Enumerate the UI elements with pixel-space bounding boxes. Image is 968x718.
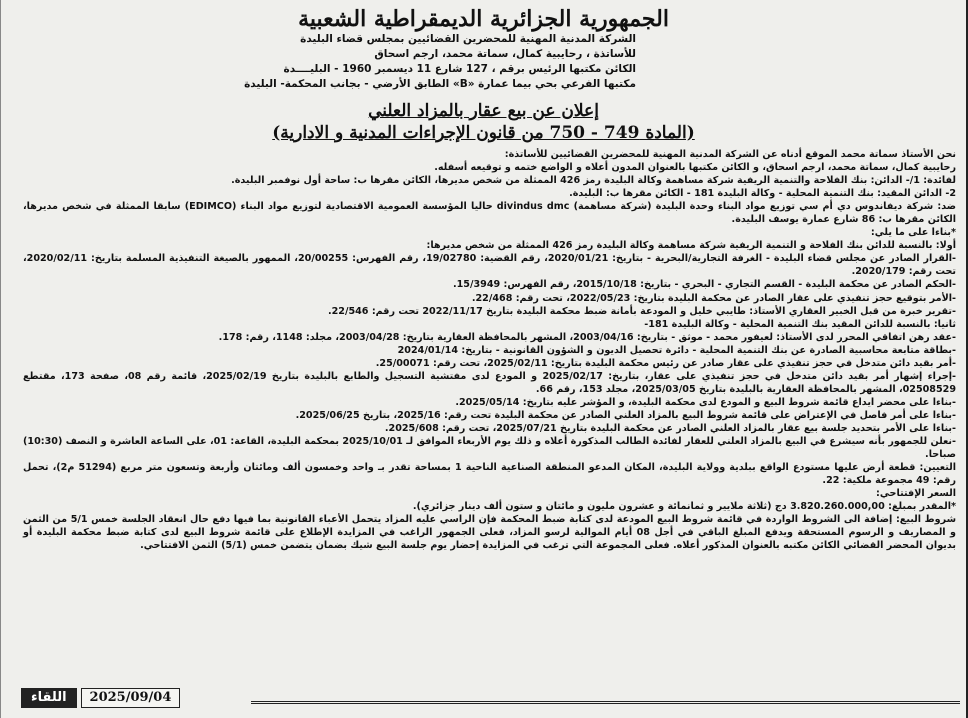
body-paragraph: السعر الإفتتاحي: (876, 488, 956, 500)
issue-date: 2025/09/04 (81, 688, 181, 708)
body-paragraph: 2- الدائن المقيد: بنك التنمية المحلية - وكالة البليدة 181 - الكائن مقرها ب: البليدة. (569, 188, 956, 200)
office-line: الشركة المدنية المهنية للمحضرين القضائيين بمجلس قضاء البليدة (300, 33, 636, 45)
body-paragraph: -الأمر بتوقيع حجز تنفيذي على عقار الصادر عن محكمة البليدة بتاريخ: 2022/05/23، تحت رقم: 22/468. (471, 292, 956, 304)
body-paragraph: أولا: بالنسبة للدائن بنك الفلاحة و التنمية الريفية شركة مساهمة وكالة البليدة رمز 426 الممثلة من شخص مديرها: (426, 240, 956, 252)
body-paragraph: -بناءا على محضر ايداع قائمة شروط البيع و المودع لدى محكمة البليدة، و المؤشر عليه بتاريخ: 2025/05/14. (455, 396, 956, 408)
body-paragraph: -الحكم الصادر عن محكمة البليدة - القسم التجاري - البحري - بتاريخ: 2015/10/18، رقم الفهرس: 15/3949. (452, 279, 956, 291)
footer-rule (251, 701, 960, 704)
body-paragraph: ثانيا: بالنسبة للدائن المقيد بنك التنمية المحلية - وكالة البليدة 181- (644, 318, 956, 330)
body-paragraph: -عقد رهن اتفاقي المحرر لدى الأستاذ: لعيفور محمد - موثق - بتاريخ: 2003/04/16، المشهر بالمحافظة العقارية بتاريخ: 2003/04/28، مجلد: 1148، رقم: 178. (218, 331, 956, 343)
body-paragraph: ضد: شركة ديفاندوس دي أم سي توزيع مواد البناء وحدة البليدة (شركة مساهمة) divindus dmc حاليا المؤسسة العمومية الاقتصادية لتوزيع مواد البناء (EDIMCO) سابقا الممثلة في شخص مديرها، الكائن مقرها ب: 86 شارع عمارة يوسف البليدة. (23, 201, 956, 226)
body-paragraph: لفائدة: 1/- الدائن: بنك الفلاحة والتنمية الريفية شركة مساهمة وكالة البليدة رمز 426 الممثلة من شخص مديرها، الكائن مقرها ب: ساحة أول نوفمبر البليدة. (231, 175, 956, 187)
body-paragraph: *المقدر بمبلغ: 3.820.260.000,00 دج (ثلاثة ملايير و ثمانمائة و عشرون مليون و مائتان و ستون ألف دينار جزائري). (412, 501, 956, 513)
office-line: للأساتذة ، رحايبية كمال، سماتة محمد، ارجم اسحاق (374, 48, 636, 60)
bailiff-office-details (1, 32, 966, 92)
body-paragraph: -نعلن للجمهور بأنه سيشرع في البيع بالمزاد العلني للعقار لفائدة الطالب المذكورة أعلاه و ذلك يوم الأربعاء الموافق لـ 2025/10/01 بمحكمة البليدة، القاعة: 01، على الساعة العاشرة و النصف (10:30) صباحا. (23, 436, 957, 461)
newspaper-name: اللقاء (21, 688, 77, 708)
body-paragraph: *بناءا على ما يلي: (870, 227, 956, 239)
body-paragraph: -بناءا على أمر فاصل في الإعتراض على قائمة شروط البيع بالمزاد العلني الصادر عن محكمة البليدة تحت رقم: 2025/16، بتاريخ 2025/06/25. (295, 409, 956, 421)
footer (21, 688, 180, 708)
body-paragraph: -بطاقة متابعة محاسبية الصادرة عن بنك التنمية المحلية - دائرة تحصيل الديون و الشؤون القانونية - بتاريخ: 2024/01/14 (397, 344, 956, 356)
notice-title: إعلان عن بيع عقار بالمزاد العلني (368, 101, 599, 121)
office-line: مكتبها الفرعي بحي بيما عمارة «B» الطابق الأرضي - بجانب المحكمة- البليدة (244, 78, 636, 90)
office-line: الكائن مكتبها الرئيس برقم ، 127 شارع 11 ديسمبر 1960 - البليــــدة (283, 63, 636, 75)
body-paragraph: التعيين: قطعة أرض عليها مستودع الواقع ببلدية وولاية البليدة، المكان المدعو المنطقة الصناعية الناحية 1 بمساحة تقدر بـ واحد وخمسون ألف ومائتان وأربعة وتسعون متر مربع (51294 م2)، تحمل رقم: 49 مجموعة ملكية: 22. (23, 462, 957, 487)
notice-subtitle: (المادة 749 - 750 من قانون الإجراءات المدنية و الادارية) (272, 123, 695, 143)
body-paragraph: -تقرير خبرة من قبل الخبير العقاري الأستاذ: طايبي خليل و المودعة بأمانة ضبط محكمة البليدة بتاريخ 2022/11/17 تحت رقم: 22/546. (327, 305, 956, 317)
body-paragraph: -أمر بقيد دائن متدخل في حجز تنفيذي على عقار صادر عن رئيس محكمة البليدة بتاريخ: 2025/02/11، تحت رقم: 25/00071. (375, 357, 956, 369)
body-paragraph: -إجراء إشهار أمر بقيد دائن متدخل في حجز تنفيذي على عقار، بتاريخ: 2025/02/17 و المودع لدى مفتشية التسجيل والطابع بالبليدة بتاريخ 2025/02/19، قائمة رقم 08، صفحة 173، مقتطع 02508529، المشهر بالمحافظة العقارية بالبليدة بتاريخ 2025/03/05، مجلد 153، رقم 66. (23, 370, 957, 395)
body-paragraph: شروط البيع: إضافة الى الشروط الواردة في قائمة شروط البيع المودعة لدى كتابة ضبط المحكمة فإن الراسي عليه المزاد يتحمل الأعباء القانونية بما فيها دفع حال انعقاد الجلسة خمس 5/1 من الثمن و المصاريف و الرسوم المستحقة ويدفع المبلغ الباقي في أجل 08 أيام الموالية لرسو المزاد، فعلى الجمهور الراغب في المزايدة الإطلاع على قائمة شروط البيع لدى كتابة ضبط محكمة البليدة أو بديوان المحضر القضائي الكائن مكتبه بالعنوان المذكور أعلاه. فعلى المجموعة التي ترغب في المزايدة إحضار يوم جلسة البيع شيك بضمان يتضمن خمس (5/1) الثمن الافتتاحي. (23, 514, 956, 552)
notice-body (23, 148, 956, 552)
body-paragraph: -القرار الصادر عن مجلس قضاء البليدة - الغرفة التجارية/البحرية - بتاريخ: 2020/01/21، رقم القضية: 19/02780، رقم الفهرس: 20/00255، الممهور بالصيغة التنفيذية المسلمة بتاريخ: 2020/02/11، تحت رقم: 2020/179. (23, 253, 957, 278)
body-paragraph: نحن الأستاذ سماتة محمد الموقع أدناه عن الشركة المدنية المهنية للمحضرين القضائيين للأساتذة: (504, 149, 956, 160)
republic-heading: الجمهورية الجزائرية الديمقراطية الشعبية (298, 6, 669, 32)
body-paragraph: -بناءا على الأمر بتحديد جلسة بيع عقار بالمزاد العلني الصادر عن محكمة البليدة بتاريخ 2025/07/21، تحت رقم: 2025/608. (384, 422, 956, 434)
header (1, 0, 966, 32)
body-paragraph: رحايبية كمال، سماتة محمد، ارجم اسحاق، و الكائن مكتبها بالعنوان المدون أعلاه و الواضع ختمه و توقيعه أسفله. (434, 162, 956, 174)
